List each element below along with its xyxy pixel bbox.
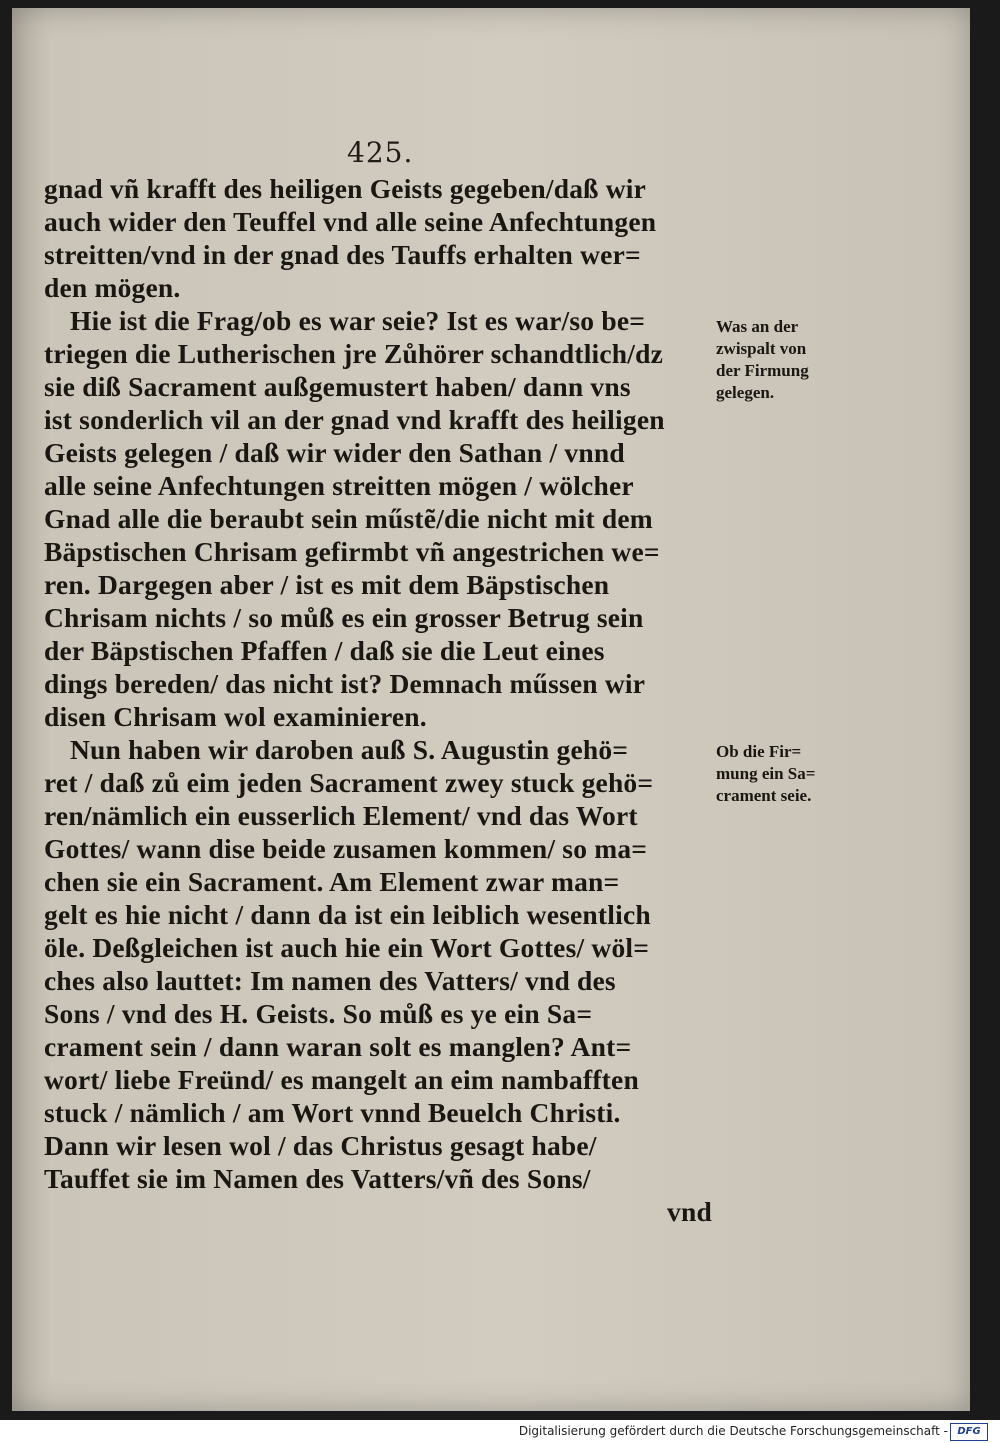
footer-bar xyxy=(0,1420,1000,1443)
margin-note-sacrament xyxy=(716,741,856,807)
text-line: auch wider den Teuffel vnd alle seine Anfechtungen xyxy=(44,206,657,237)
text-line: Bäpstischen Chrisam gefirmbt vñ angestrichen we= xyxy=(44,536,660,567)
text-line: disen Chrisam wol examinieren. xyxy=(44,701,427,732)
body-text xyxy=(44,172,724,1228)
page-number: 425. xyxy=(347,136,414,169)
text-line: alle seine Anfechtungen streitten mögen / wölcher xyxy=(44,470,634,501)
margin-note-firmung xyxy=(716,316,856,404)
margin-note-line: Was an der xyxy=(716,317,799,336)
text-line: wort/ liebe Freünd/ es mangelt an eim nambafften xyxy=(44,1064,639,1095)
text-line: öle. Deßgleichen ist auch hie ein Wort Gottes/ wöl= xyxy=(44,932,650,963)
text-line: Dann wir lesen wol / das Christus gesagt habe/ xyxy=(44,1130,597,1161)
text-line: Hie ist die Frag/ob es war seie? Ist es war/so be= xyxy=(70,305,646,336)
dfg-logo-icon: DFG xyxy=(950,1423,988,1441)
text-line: Sons / vnd des H. Geists. So můß es ye ein Sa= xyxy=(44,998,593,1029)
text-line: sie diß Sacrament außgemustert haben/ dann vns xyxy=(44,371,631,402)
text-line: Geists gelegen / daß wir wider den Sathan / vnnd xyxy=(44,437,625,468)
text-line: vnd xyxy=(667,1196,712,1227)
text-line: Gnad alle die beraubt sein műstẽ/die nicht mit dem xyxy=(44,503,653,534)
text-line: ist sonderlich vil an der gnad vnd krafft des heiligen xyxy=(44,404,665,435)
text-line: ret / daß zů eim jeden Sacrament zwey stuck gehö= xyxy=(44,767,654,798)
margin-note-line: zwispalt von xyxy=(716,339,807,358)
footer-credit: Digitalisierung gefördert durch die Deutsche Forschungsgemeinschaft - xyxy=(518,1424,948,1438)
text-line: chen sie ein Sacrament. Am Element zwar man= xyxy=(44,866,620,897)
margin-note-line: Ob die Fir= xyxy=(716,742,802,761)
text-line: den mögen. xyxy=(44,272,181,303)
text-line: crament sein / dann waran solt es manglen? Ant= xyxy=(44,1031,632,1062)
text-line: streitten/vnd in der gnad des Tauffs erhalten wer= xyxy=(44,239,641,270)
margin-note-line: der Firmung xyxy=(716,361,809,380)
text-line: triegen die Lutherischen jre Zůhörer schandtlich/dz xyxy=(44,338,664,369)
text-line: ren/nämlich ein eusserlich Element/ vnd das Wort xyxy=(44,800,638,831)
text-line: gelt es hie nicht / dann da ist ein leiblich wesentlich xyxy=(44,899,651,930)
text-line: Gottes/ wann dise beide zusamen kommen/ so ma= xyxy=(44,833,648,864)
margin-note-line: mung ein Sa= xyxy=(716,764,816,783)
text-line: dings bereden/ das nicht ist? Demnach műssen wir xyxy=(44,668,646,699)
text-line: stuck / nämlich / am Wort vnnd Beuelch Christi. xyxy=(44,1097,621,1128)
book-page xyxy=(12,8,970,1411)
text-line: Chrisam nichts / so můß es ein grosser Betrug sein xyxy=(44,602,644,633)
margin-note-line: gelegen. xyxy=(716,383,775,402)
text-line: Tauffet sie im Namen des Vatters/vñ des Sons/ xyxy=(44,1163,591,1194)
margin-note-line: crament seie. xyxy=(716,786,812,805)
text-line: der Bäpstischen Pfaffen / daß sie die Leut eines xyxy=(44,635,605,666)
text-line: gnad vñ krafft des heiligen Geists gegeben/daß wir xyxy=(44,173,647,204)
text-line: ches also lauttet: Im namen des Vatters/ vnd des xyxy=(44,965,616,996)
text-line: Nun haben wir daroben auß S. Augustin gehö= xyxy=(70,734,629,765)
text-line: ren. Dargegen aber / ist es mit dem Bäpstischen xyxy=(44,569,610,600)
